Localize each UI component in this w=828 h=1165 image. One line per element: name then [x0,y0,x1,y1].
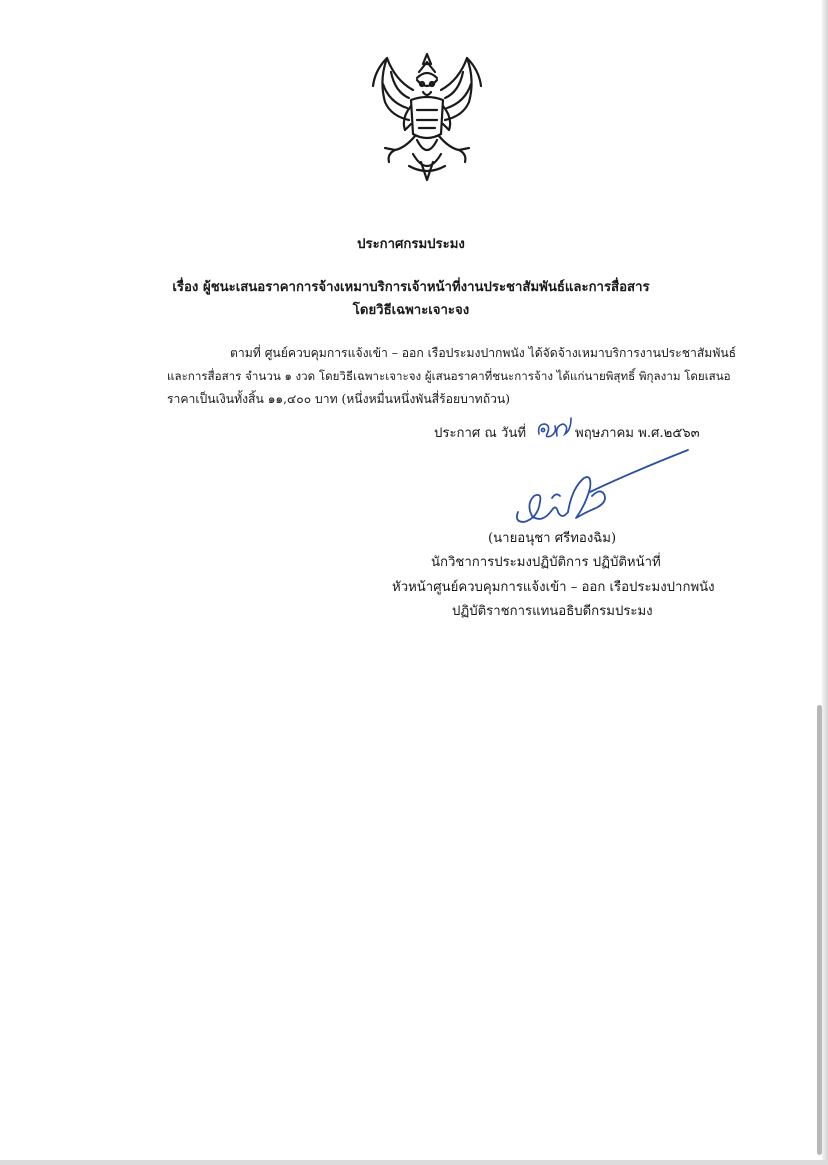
announce-month-year: พฤษภาคม พ.ศ.๒๕๖๓ [575,426,700,441]
signer-position-3: ปฏิบัติราชการแทนอธิบดีกรมประมง [452,604,653,619]
subject-line-2: โดยวิธีเฉพาะเจาะจง [352,303,470,318]
signer-position-1: นักวิชาการประมงปฏิบัติการ ปฏิบัติหน้าที่ [431,555,661,570]
announce-prefix: ประกาศ ณ วันที่ [434,426,527,441]
page-bottom-edge [0,1160,828,1165]
garuda-emblem-icon [365,50,490,185]
signer-position-2: หัวหน้าศูนย์ควบคุมการแจ้งเข้า – ออก เรือประมงปากพนัง [392,580,715,595]
page-edge [822,0,828,1165]
handwritten-signature [512,448,694,528]
subject-line-1: เรื่อง ผู้ชนะเสนอราคาการจ้างเหมาบริการเจ้าหน้าที่งานประชาสัมพันธ์และการสื่อสาร [172,280,650,295]
document-header: ประกาศกรมประมง [357,237,465,252]
vertical-scrollbar[interactable] [817,705,822,1155]
signer-name: (นายอนุชา ศรีทองฉิม) [488,531,617,546]
body-line-1: ตามที่ ศูนย์ควบคุมการแจ้งเข้า – ออก เรือประมงปากพนัง ได้จัดจ้างเหมาบริการงานประชาสัมพันธ์ [230,346,737,360]
body-line-2: และการสื่อสาร จำนวน ๑ งวด โดยวิธีเฉพาะเจาะจง ผู้เสนอราคาที่ชนะการจ้าง ได้แก่นายพิสุทธิ์ พิกุลงาม โดยเสนอ [167,369,731,383]
handwritten-date-icon [535,412,575,440]
body-line-3: ราคาเป็นเงินทั้งสิ้น ๑๑,๔๐๐ บาท (หนึ่งหมื่นหนึ่งพันสี่ร้อยบาทถ้วน) [167,392,511,406]
